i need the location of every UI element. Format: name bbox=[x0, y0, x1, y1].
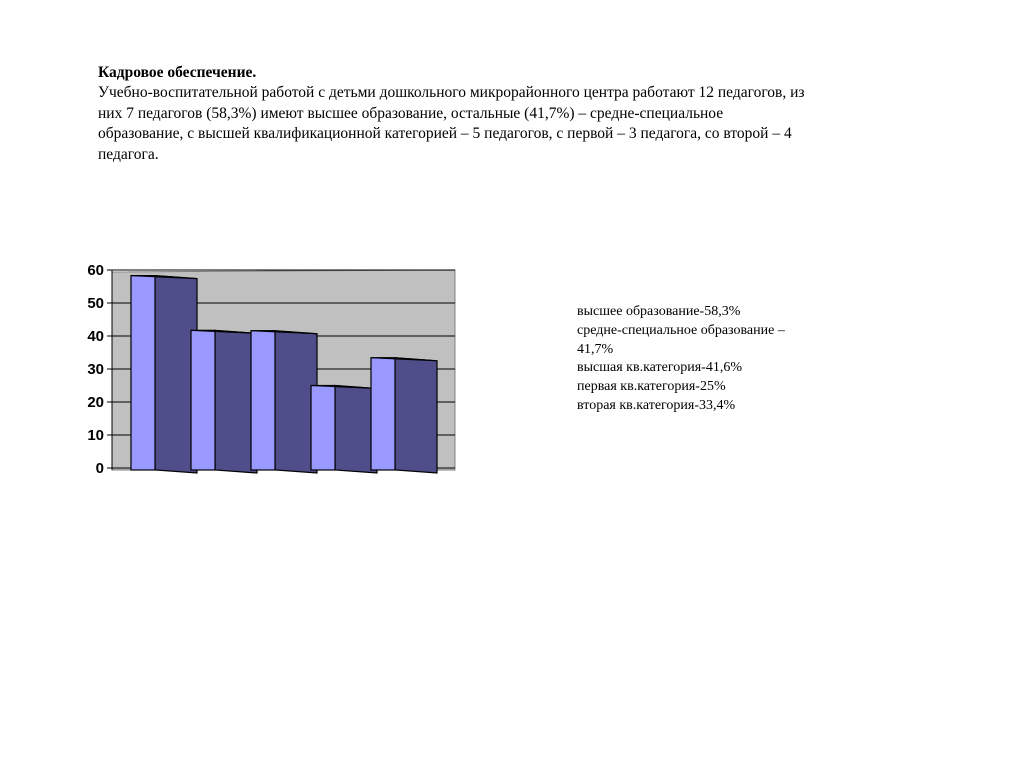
bar-front-face bbox=[131, 276, 155, 470]
document-paragraph-line: педагога. bbox=[98, 145, 159, 163]
chart-legend bbox=[577, 303, 827, 416]
bar-front-face bbox=[371, 358, 395, 470]
bar bbox=[251, 331, 317, 473]
document-text bbox=[98, 63, 898, 165]
legend-item: первая кв.категория-25% bbox=[577, 379, 726, 395]
y-axis-ticks bbox=[87, 262, 112, 477]
bar-chart bbox=[60, 250, 480, 490]
bar-side-face bbox=[395, 358, 437, 473]
bar bbox=[191, 330, 257, 473]
document-paragraph-line: Учебно-воспитательной работой с детьми дошкольного микрорайонного центра работают 12 педагогов, из bbox=[98, 84, 805, 102]
document-paragraph-line: образование, с высшей квалификационной категорией – 5 педагогов, с первой – 3 педагога, со второй – 4 bbox=[98, 125, 792, 143]
bar-front-face bbox=[191, 330, 215, 470]
legend-item: вторая кв.категория-33,4% bbox=[577, 397, 736, 413]
legend-item: средне-специальное образование – bbox=[577, 322, 785, 338]
y-tick-label: 30 bbox=[87, 361, 104, 378]
bar-front-face bbox=[251, 331, 275, 470]
y-tick-label: 60 bbox=[87, 262, 104, 279]
document-paragraph-line: них 7 педагогов (58,3%) имеют высшее образование, остальные (41,7%) – средне-специальное bbox=[98, 104, 724, 122]
y-tick-label: 20 bbox=[87, 394, 104, 411]
y-tick-label: 40 bbox=[87, 328, 104, 345]
legend-item: 41,7% bbox=[577, 341, 614, 357]
y-tick-label: 0 bbox=[95, 460, 104, 477]
bar bbox=[131, 276, 197, 473]
y-tick-label: 10 bbox=[87, 427, 104, 444]
y-tick-label: 50 bbox=[87, 295, 104, 312]
bar bbox=[371, 358, 437, 473]
document-title: Кадровое обеспечение. bbox=[98, 64, 257, 81]
bar bbox=[311, 386, 377, 474]
bar-front-face bbox=[311, 386, 335, 471]
legend-item: высшая кв.категория-41,6% bbox=[577, 360, 742, 376]
legend-item: высшее образование-58,3% bbox=[577, 304, 741, 319]
